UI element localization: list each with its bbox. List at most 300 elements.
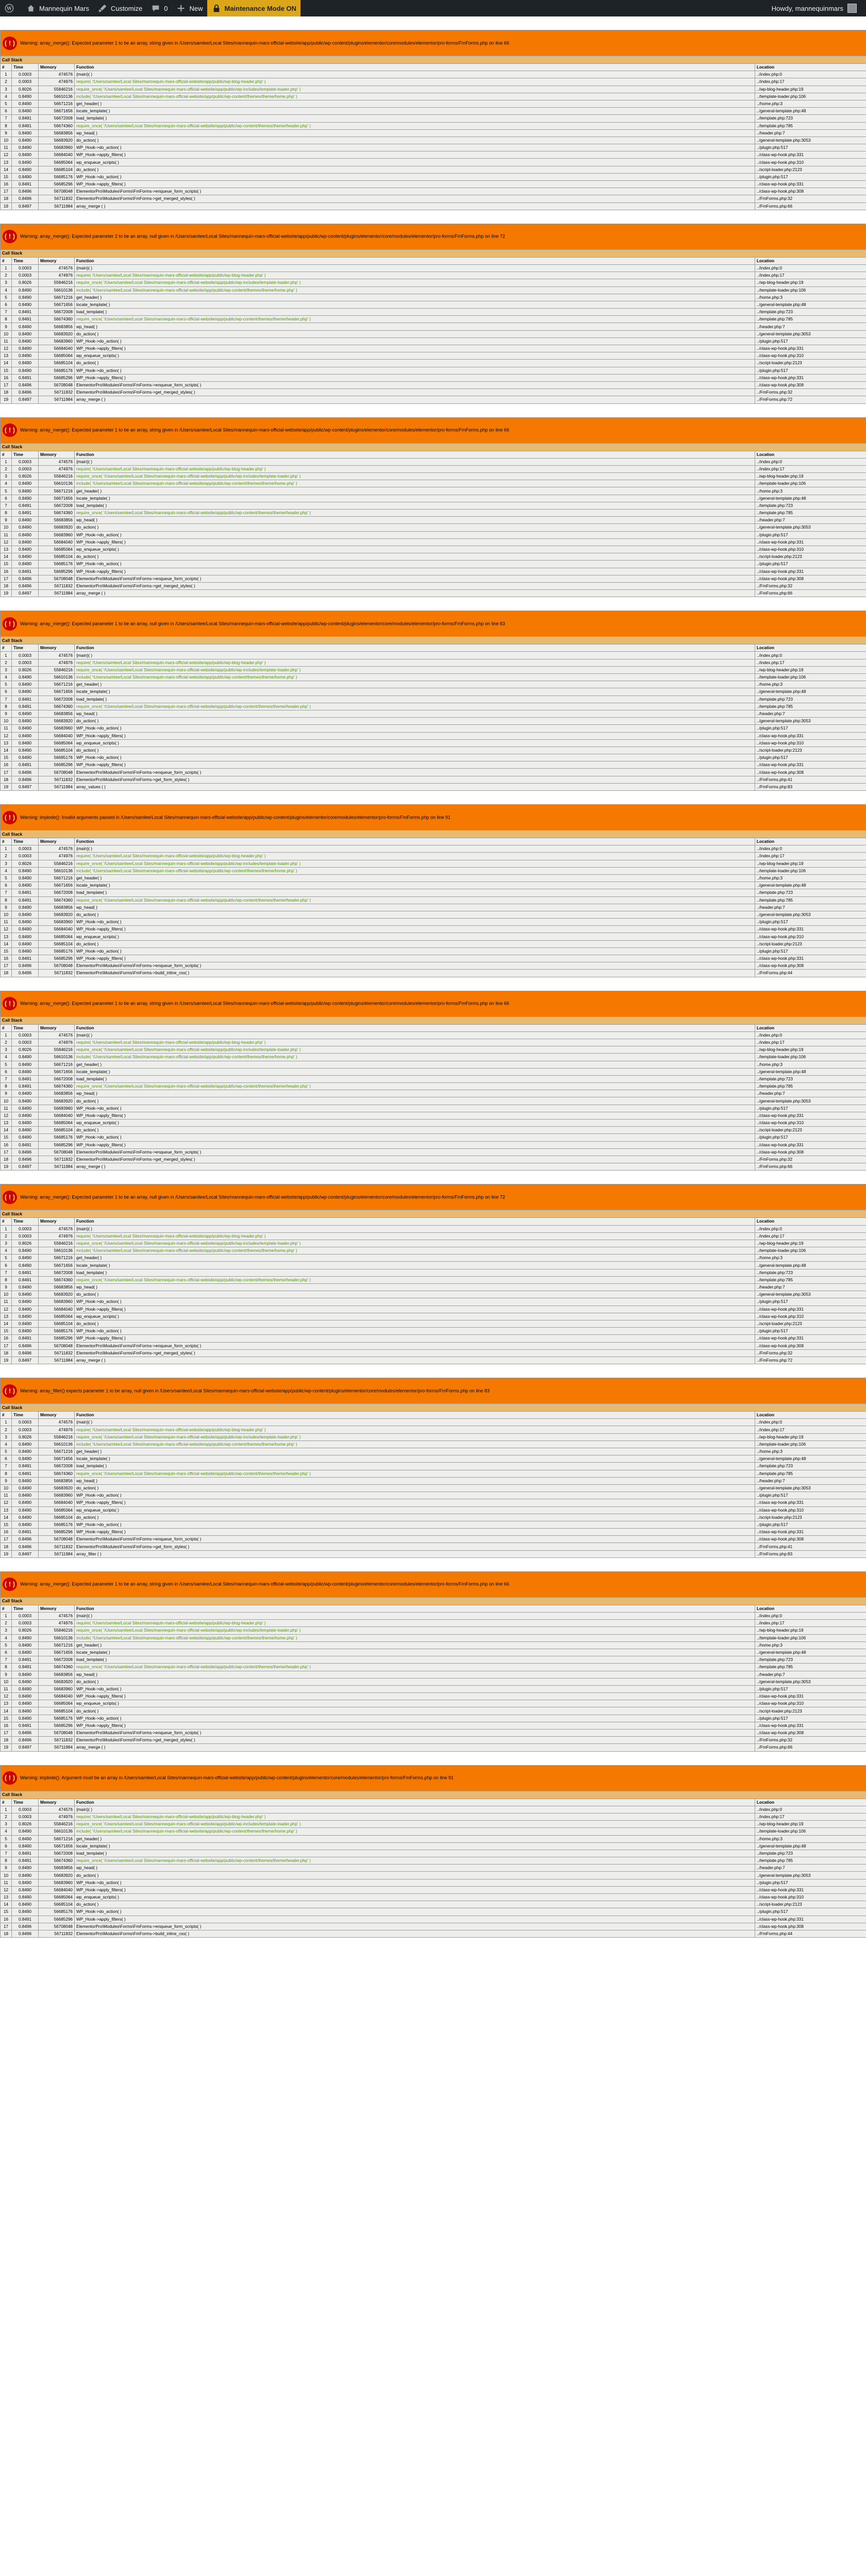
frame-function: wp_enqueue_scripts( ) [75,1313,755,1320]
frame-function: WP_Hook->apply_filters( ) [75,151,755,159]
frame-function: WP_Hook->apply_filters( ) [75,926,755,933]
frame-location: ../class-wp-hook.php:310 [755,739,866,747]
frame-function [75,703,755,710]
table-row [1,487,866,495]
col-location-header: Location [755,1218,866,1225]
frame-location: ../class-wp-hook.php:310 [755,1894,866,1901]
frame-memory: 56683856 [39,517,75,524]
frame-time: 0.8490 [12,1678,39,1685]
frame-function: wp_head( ) [75,1865,755,1872]
frame-number: 5 [1,487,12,495]
frame-function-with-path: include( '/Users/samlee/Local Sites/mannequin-mars-official-website/app/public/wp-content/themes/theme/home.php' ) [76,1248,297,1253]
frame-location: ../FmForms.php:32 [755,1156,866,1163]
table-row [1,337,866,345]
frame-time: 0.8490 [12,93,39,100]
frame-time: 0.8490 [12,681,39,688]
table-row [1,137,866,144]
frame-number: 1 [1,845,12,853]
frame-time: 0.8490 [12,754,39,761]
frame-number: 9 [1,1477,12,1484]
frame-function-with-path: require_once( '/Users/samlee/Local Sites/mannequin-mars-official-website/app/public/wp-includes/template-loader.php' ) [76,474,301,479]
frame-memory: 474976 [39,465,75,472]
table-row [1,1529,866,1536]
customize-link[interactable] [93,0,146,16]
frame-number: 4 [1,1634,12,1641]
frame-function: load_template( ) [75,1463,755,1470]
table-row [1,502,866,509]
frame-location: ../index.php:0 [755,71,866,78]
frame-function: ElementorPro\Modules\Forms\FmForms->enqueue_form_scripts( ) [75,575,755,582]
frame-number: 11 [1,531,12,538]
site-name-label: Mannequin Mars [39,4,89,12]
frame-function [75,1857,755,1865]
xdebug-error-table [0,30,866,210]
frame-function: load_template( ) [75,1656,755,1664]
frame-memory: 474576 [39,264,75,272]
frame-location: ../script-loader.php:2123 [755,1707,866,1715]
frame-time: 0.8491 [12,1269,39,1276]
frame-function: do_action( ) [75,1097,755,1105]
frame-number: 11 [1,919,12,926]
frame-memory: 56672008 [39,889,75,896]
frame-time: 0.8490 [12,1685,39,1692]
frame-location: ../class-wp-hook.php:331 [755,1529,866,1536]
frame-location: ../index.php:0 [755,264,866,272]
frame-function: load_template( ) [75,115,755,122]
table-row [1,1240,866,1247]
frame-function: WP_Hook->do_action( ) [75,1908,755,1916]
frame-time: 0.0003 [12,71,39,78]
paintbrush-icon [97,3,108,13]
frame-time: 0.8490 [12,352,39,360]
frame-function-with-path: require_once( '/Users/samlee/Local Sites/mannequin-mars-official-website/app/public/wp-includes/template-loader.php' ) [76,1434,301,1439]
frame-number: 11 [1,1685,12,1692]
error-message-text: Warning: array_filter() expects parameter 1 to be array, null given in /Users/samlee/Local Sites/mannequin-mars-official-website/app/public/wp-content/plugins/elementor/core/modules/elementor/pro-forms/FmForms.php on line 83 [20,1387,490,1393]
error-message [1,224,866,249]
wp-logo-menu[interactable] [0,0,22,16]
frame-function [75,1433,755,1440]
frame-memory: 56708048 [39,962,75,970]
col-location-header: Location [755,1799,866,1806]
table-row [1,652,866,659]
frame-location: ../class-wp-hook.php:310 [755,159,866,166]
table-row [1,1463,866,1470]
frame-number: 7 [1,889,12,896]
table-row [1,1083,866,1090]
frame-number: 16 [1,181,12,188]
frame-function: ElementorPro\Modules\Forms\FmForms->enqueue_form_scripts( ) [75,1730,755,1737]
frame-time: 0.8490 [12,1894,39,1901]
frame-number: 13 [1,1894,12,1901]
frame-function: do_action( ) [75,360,755,367]
frame-number: 19 [1,783,12,790]
frame-location: ../class-wp-hook.php:310 [755,546,866,553]
frame-function: WP_Hook->do_action( ) [75,531,755,538]
frame-function: ElementorPro\Modules\Forms\FmForms->get_form_styles( ) [75,776,755,783]
frame-number: 17 [1,381,12,388]
maintenance-mode-indicator[interactable] [207,0,301,16]
frame-memory: 56671656 [39,882,75,889]
table-row [1,188,866,195]
frame-function: WP_Hook->do_action( ) [75,1492,755,1499]
frame-function: locate_template( ) [75,1842,755,1850]
frame-function: ElementorPro\Modules\Forms\FmForms->get_merged_styles( ) [75,195,755,202]
frame-memory: 55846216 [39,279,75,286]
frame-function: {main}( ) [75,1613,755,1620]
frame-function [75,78,755,86]
frame-memory: 56610136 [39,93,75,100]
error-alert-icon: ( ! ) [3,37,17,50]
frame-function: array_merge ( ) [75,590,755,597]
frame-number: 7 [1,309,12,316]
frame-number: 2 [1,659,12,666]
frame-location: ../class-wp-hook.php:310 [755,933,866,940]
col-function-header: Function [75,1218,755,1225]
col-number-header: # [1,257,12,264]
frame-number: 12 [1,345,12,352]
frame-function: ElementorPro\Modules\Forms\FmForms->enqueue_form_scripts( ) [75,1923,755,1930]
frame-location: ../wp-blog-header.php:19 [755,1627,866,1634]
table-row [1,1894,866,1901]
frame-memory: 56685296 [39,374,75,381]
frame-time: 0.0003 [12,659,39,666]
frame-function: ElementorPro\Modules\Forms\FmForms->enqueue_form_scripts( ) [75,188,755,195]
frame-location: ../class-wp-hook.php:308 [755,962,866,970]
frame-location: ../wp-blog-header.php:19 [755,1821,866,1828]
frame-time: 0.0003 [12,1419,39,1426]
frame-function-with-path: require( '/Users/samlee/Local Sites/mannequin-mars-official-website/app/public/wp-blog-header.php' ) [76,1040,266,1045]
frame-number: 6 [1,1842,12,1850]
frame-function: do_action( ) [75,330,755,337]
frame-memory: 56685104 [39,1707,75,1715]
frame-memory: 474576 [39,1806,75,1813]
frame-memory: 474976 [39,1813,75,1820]
error-alert-icon: ( ! ) [3,1384,17,1398]
frame-function [75,853,755,860]
frame-location: ../plugin.php:517 [755,754,866,761]
frame-number: 4 [1,1440,12,1448]
frame-number: 6 [1,1068,12,1075]
frame-function [75,279,755,286]
frame-time: 0.8490 [12,1455,39,1463]
frame-time: 0.8490 [12,337,39,345]
frame-time: 0.0003 [12,465,39,472]
table-row [1,1865,866,1872]
frame-location: ../template.php:785 [755,896,866,904]
frame-time: 0.8491 [12,896,39,904]
frame-location: ../class-wp-hook.php:331 [755,1916,866,1923]
home-icon [26,3,36,13]
frame-memory: 56685296 [39,1722,75,1729]
frame-location: ../FmForms.php:72 [755,396,866,403]
frame-function-with-path: require_once( '/Users/samlee/Local Sites/mannequin-mars-official-website/app/public/wp-includes/template-loader.php' ) [76,861,301,866]
frame-number: 7 [1,502,12,509]
frame-location: ../plugin.php:517 [755,1328,866,1335]
error-alert-icon: ( ! ) [3,1771,17,1785]
frame-function: wp_enqueue_scripts( ) [75,933,755,940]
frame-number: 6 [1,1455,12,1463]
frame-number: 19 [1,202,12,210]
frame-memory: 56683960 [39,725,75,732]
col-number-header: # [1,1218,12,1225]
frame-time: 0.8496 [12,1342,39,1349]
frame-number: 4 [1,286,12,294]
frame-location: ../general-template.php:48 [755,882,866,889]
error-message-row [1,611,866,637]
table-row [1,1664,866,1671]
table-row [1,531,866,538]
xdebug-error-table [0,1571,866,1752]
frame-location: ../template-loader.php:106 [755,1054,866,1061]
frame-time: 0.8491 [12,955,39,962]
frame-time: 0.8490 [12,874,39,882]
frame-function [75,1813,755,1820]
frame-memory: 56683920 [39,1484,75,1492]
frame-time: 0.8490 [12,538,39,546]
frame-location: ../class-wp-hook.php:331 [755,1886,866,1893]
frame-function [75,1276,755,1283]
frame-number: 7 [1,115,12,122]
frame-time: 0.8497 [12,1744,39,1751]
frame-time: 0.8490 [12,100,39,107]
comments-count: 0 [164,4,168,12]
frame-location: ../FmForms.php:44 [755,1930,866,1937]
frame-time: 0.0003 [12,652,39,659]
table-row [1,1886,866,1893]
table-row [1,1744,866,1751]
frame-function-with-path: require_once( '/Users/samlee/Local Sites/mannequin-mars-official-website/app/public/wp-includes/template-loader.php' ) [76,280,301,285]
frame-time: 0.8491 [12,1470,39,1477]
site-name-menu[interactable] [22,0,93,16]
table-row [1,575,866,582]
frame-number: 15 [1,947,12,955]
error-message [1,991,866,1016]
table-row [1,1916,866,1923]
frame-number: 15 [1,1715,12,1722]
col-time-header: Time [12,645,39,652]
frame-function: ElementorPro\Modules\Forms\FmForms->get_merged_styles( ) [75,1156,755,1163]
frame-location: ../plugin.php:517 [755,173,866,180]
frame-number: 8 [1,316,12,323]
table-row [1,1730,866,1737]
frame-number: 1 [1,652,12,659]
frame-time: 0.8490 [12,367,39,374]
table-row [1,1134,866,1141]
frame-number: 17 [1,1342,12,1349]
error-message-text: Warning: array_merge(): Expected parameter 2 to be an array, null given in /Users/samlee/Local Sites/mannequin-mars-official-website/app/public/wp-content/plugins/elementor/core/modules/elementor/pro-forms/FmForms.php on line 72 [20,233,505,239]
frame-location: ../template.php:723 [755,889,866,896]
frame-memory: 56671656 [39,688,75,696]
frame-memory: 56684040 [39,1886,75,1893]
table-row [1,495,866,502]
frame-number: 7 [1,1656,12,1664]
frame-function: get_header( ) [75,1255,755,1262]
table-row [1,747,866,754]
frame-number: 6 [1,1649,12,1656]
frame-memory: 56683920 [39,1872,75,1879]
frame-time: 0.8490 [12,151,39,159]
frame-function: {main}( ) [75,1419,755,1426]
frame-function: WP_Hook->do_action( ) [75,144,755,151]
frame-function: WP_Hook->do_action( ) [75,337,755,345]
frame-location: ../FmForms.php:41 [755,776,866,783]
frame-location: ../class-wp-hook.php:310 [755,1313,866,1320]
frame-memory: 56711984 [39,396,75,403]
col-memory-header: Memory [39,1412,75,1419]
frame-time: 0.8490 [12,1090,39,1097]
table-row [1,1685,866,1692]
frame-time: 0.0003 [12,78,39,86]
frame-location: ../class-wp-hook.php:308 [755,1342,866,1349]
table-row [1,1426,866,1433]
frame-time: 0.8490 [12,517,39,524]
table-row [1,1284,866,1291]
col-number-header: # [1,645,12,652]
frame-number: 18 [1,389,12,396]
frame-number: 1 [1,1806,12,1813]
frame-time: 0.8491 [12,374,39,381]
frame-function: {main}( ) [75,1225,755,1232]
frame-memory: 56685104 [39,1514,75,1521]
frame-location: ../index.php:17 [755,659,866,666]
frame-location: ../index.php:0 [755,1225,866,1232]
frame-memory: 56685104 [39,747,75,754]
frame-function [75,1470,755,1477]
frame-location: ../plugin.php:517 [755,367,866,374]
frame-location: ../home.php:3 [755,1641,866,1649]
frame-time: 0.8491 [12,115,39,122]
frame-location: ../header.php:7 [755,517,866,524]
frame-time: 0.8496 [12,1156,39,1163]
table-row [1,279,866,286]
col-function-header: Function [75,64,755,71]
admin-bar [0,0,866,16]
frame-memory: 56685064 [39,1700,75,1707]
frame-location: ../wp-blog-header.php:19 [755,666,866,673]
col-location-header: Location [755,257,866,264]
table-row [1,867,866,874]
frame-location: ../index.php:17 [755,272,866,279]
frame-time: 0.8490 [12,1247,39,1255]
frame-location: ../FmForms.php:32 [755,389,866,396]
frame-location: ../script-loader.php:2123 [755,360,866,367]
col-location-header: Location [755,1412,866,1419]
frame-number: 14 [1,747,12,754]
frame-memory: 56671656 [39,495,75,502]
frame-time: 0.8490 [12,286,39,294]
my-account-menu[interactable] [768,0,866,16]
frame-function: {main}( ) [75,1031,755,1039]
table-row [1,1671,866,1678]
table-row [1,1148,866,1156]
frame-number: 19 [1,1550,12,1557]
table-row [1,568,866,575]
frame-memory: 56683920 [39,1291,75,1298]
frame-memory: 56708048 [39,1148,75,1156]
frame-number: 5 [1,294,12,301]
frame-location: ../template-loader.php:106 [755,674,866,681]
table-row [1,1930,866,1937]
comments-link[interactable] [146,0,172,16]
col-number-header: # [1,1024,12,1031]
frame-location: ../header.php:7 [755,1671,866,1678]
frame-memory: 56683920 [39,330,75,337]
frame-memory: 56685176 [39,754,75,761]
frame-location: ../template-loader.php:106 [755,1247,866,1255]
frame-number: 10 [1,1291,12,1298]
frame-time: 0.8491 [12,1656,39,1664]
frame-location: ../plugin.php:517 [755,1492,866,1499]
frame-time: 0.8026 [12,1627,39,1634]
frame-number: 9 [1,710,12,717]
table-row [1,1061,866,1068]
frame-location: ../general-template.php:48 [755,1068,866,1075]
frame-time: 0.8490 [12,1886,39,1893]
frame-time: 0.8490 [12,947,39,955]
frame-location: ../class-wp-hook.php:331 [755,374,866,381]
frame-location: ../index.php:0 [755,458,866,465]
frame-location: ../template.php:723 [755,1656,866,1664]
table-row [1,725,866,732]
table-row [1,78,866,86]
table-row [1,896,866,904]
frame-time: 0.8490 [12,1448,39,1455]
frame-number: 8 [1,1083,12,1090]
frame-time: 0.8490 [12,911,39,918]
frame-time: 0.8490 [12,1120,39,1127]
frame-memory: 56684040 [39,732,75,739]
frame-memory: 56711832 [39,1930,75,1937]
frame-time: 0.8490 [12,882,39,889]
frame-number: 1 [1,1419,12,1426]
frame-memory: 56671216 [39,100,75,107]
frame-number: 13 [1,739,12,747]
table-row [1,1097,866,1105]
table-row [1,882,866,889]
frame-memory: 474976 [39,1232,75,1240]
col-time-header: Time [12,1218,39,1225]
frame-time: 0.0003 [12,1806,39,1813]
col-number-header: # [1,451,12,458]
frame-function: WP_Hook->do_action( ) [75,947,755,955]
col-memory-header: Memory [39,1024,75,1031]
frame-function-with-path: require( '/Users/samlee/Local Sites/mannequin-mars-official-website/app/public/wp-blog-header.php' ) [76,273,266,278]
table-row [1,1536,866,1543]
table-row [1,1141,866,1148]
frame-function: wp_enqueue_scripts( ) [75,159,755,166]
frame-function: WP_Hook->apply_filters( ) [75,1886,755,1893]
frame-location: ../script-loader.php:2123 [755,1901,866,1908]
frame-time: 0.8490 [12,1901,39,1908]
table-row [1,761,866,769]
frame-location: ../index.php:0 [755,652,866,659]
frame-memory: 55846216 [39,473,75,480]
new-content-menu[interactable] [172,0,207,16]
frame-number: 17 [1,1730,12,1737]
frame-location: ../index.php:17 [755,1620,866,1627]
frame-time: 0.8491 [12,1075,39,1082]
frame-time: 0.8496 [12,1930,39,1937]
frame-number: 14 [1,1514,12,1521]
frame-time: 0.8026 [12,279,39,286]
frame-memory: 56711832 [39,582,75,589]
col-number-header: # [1,1412,12,1419]
frame-time: 0.8490 [12,345,39,352]
frame-memory: 56708048 [39,1923,75,1930]
frame-function: WP_Hook->do_action( ) [75,1685,755,1692]
frame-time: 0.0003 [12,1613,39,1620]
frame-location: ../class-wp-hook.php:331 [755,926,866,933]
